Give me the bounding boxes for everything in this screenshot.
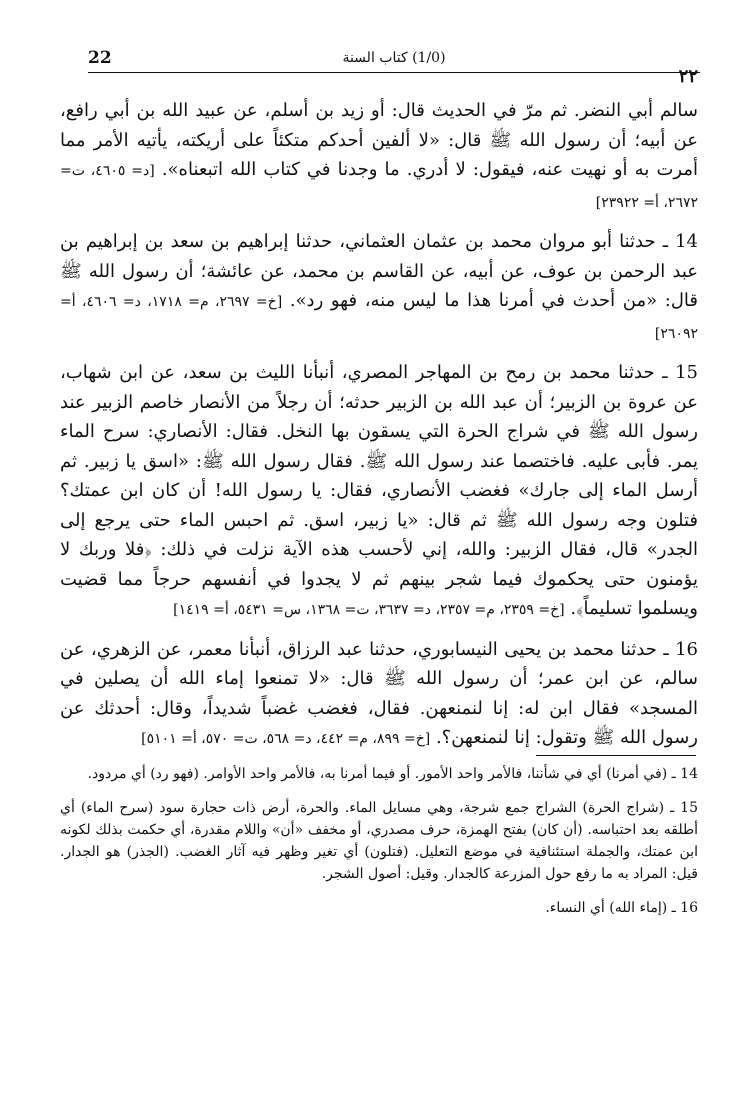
page-number-arabic: ٢٢ [678, 66, 698, 87]
footnotes [60, 763, 698, 919]
hadith-text: سالم أبي النضر. ثم مرّ في الحديث قال: أو زيد بن أسلم، عن عبيد الله بن أبي رافع، عن أبيه؛ أن رسول الله ﷺ قال: «لا ألفين أحدكم متكئاً على أريكته، يأتيه الأمر مما أمرت به أو نهيت عنه، فيقول: لا أدري. ما وجدنا في كتاب الله اتبعناه». [60, 100, 698, 180]
footnote-15: 15 ـ (شراج الحرة) الشراج جمع شرجة، وهي مسايل الماء. والحرة، أرض ذات حجارة سود (سرح الماء) أي أطلقه بعد احتباسه. (أن كان) بفتح الهمزة، حرف مصدري، أو مخفف «أن» واللام مقدرة، أي حكمت بذلك لكونه ابن عمتك، والجملة استئنافية في موضع التعليل. (فتلون) أي تغير وظهر فيه آثار الغضب. (الجذر) هو الجدار. قيل: المراد به ما رفع حول المزرعة كالجدار. وقيل: أصول الشجر. [60, 800, 698, 882]
main-text [60, 96, 698, 755]
hadith-reference: [خ= ٢٣٥٩، م= ٢٣٥٧، د= ٣٦٣٧، ت= ١٣٦٨، س= ٥٤٣١، أ= ١٤١٩] [173, 602, 565, 618]
hadith-continuation [60, 96, 698, 218]
footnote-16: 16 ـ (إماء الله) أي النساء. [545, 900, 698, 916]
hadith-reference: [خ= ٢٦٩٧، م= ١٧١٨، د= ٤٦٠٦، أ= ٢٦٠٩٢] [60, 294, 698, 342]
page-number-latin: 22 [88, 48, 112, 68]
hadith-14 [60, 227, 698, 349]
hadith-reference: [د= ٤٦٠٥، ت= ٢٦٧٢، أ= ٢٣٩٢٢] [60, 163, 698, 211]
footnote-14: 14 ـ (في أمرنا) أي في شأننا، فالأمر واحد الأمور. أو فيما أمرنا به، فالأمر واحد الأوامر. (فهو رد) أي مردود. [87, 766, 698, 782]
hadith-text: 14 ـ حدثنا أبو مروان محمد بن عثمان العثماني، حدثنا إبراهيم بن سعد بن إبراهيم بن عبد الرحمن بن عوف، عن أبيه، عن القاسم بن محمد، عن عائشة؛ أن رسول الله ﷺ قال: «من أحدث في أمرنا هذا ما ليس منه، فهو رد». [60, 231, 698, 311]
hadith-15 [60, 358, 698, 626]
running-header [88, 46, 700, 72]
footnote-rule [536, 755, 696, 756]
hadith-reference: [خ= ٨٩٩، م= ٤٤٢، د= ٥٦٨، ت= ٥٧٠، أ= ٥١٠١] [141, 731, 431, 747]
header-rule [88, 72, 700, 73]
running-title: (1/0) كتاب السنة [342, 50, 446, 66]
hadith-text: 15 ـ حدثنا محمد بن رمح بن المهاجر المصري، أنبأنا الليث بن سعد، عن ابن شهاب، عن عروة بن الزبير؛ أن عبد الله بن الزبير حدثه؛ أن رجلاً من الأنصار خاصم الزبير عند رسول الله ﷺ في شراج الحرة التي يسقون بها النخل. فقال: الأنصاري: سرح الماء يمر. فأبى عليه. فاختصما عند رسول الله ﷺ. فقال رسول الله ﷺ: «اسق يا زبير. ثم أرسل الماء إلى جارك» فغضب الأنصاري، فقال: يا رسول الله! أن كان ابن عمتك؟ فتلون وجه رسول الله ﷺ ثم قال: «يا زبير، اسق. ثم احبس الماء حتى يرجع إلى الجدر» قال، فقال الزبير: والله، إني لأحسب هذه الآية نزلت في ذلك: ﴿فلا وربك لا يؤمنون حتى يحكموك فيما شجر بينهم ثم لا يجدوا في أنفسهم حرجاً مما قضيت ويسلموا تسليماً﴾. [60, 362, 698, 619]
hadith-16 [60, 635, 698, 755]
hadith-text: 16 ـ حدثنا محمد بن يحيى النيسابوري، حدثنا عبد الرزاق، أنبأنا معمر، عن الزهري، عن سالم، عن ابن عمر؛ أن رسول الله ﷺ قال: «لا تمنعوا إماء الله أن يصلين في المسجد» فقال ابن له: إنا لنمنعهن. فقال، فغضب غضباً شديداً، وقال: أحدثك عن رسول الله ﷺ وتقول: إنا لنمنعهن؟. [60, 638, 698, 748]
